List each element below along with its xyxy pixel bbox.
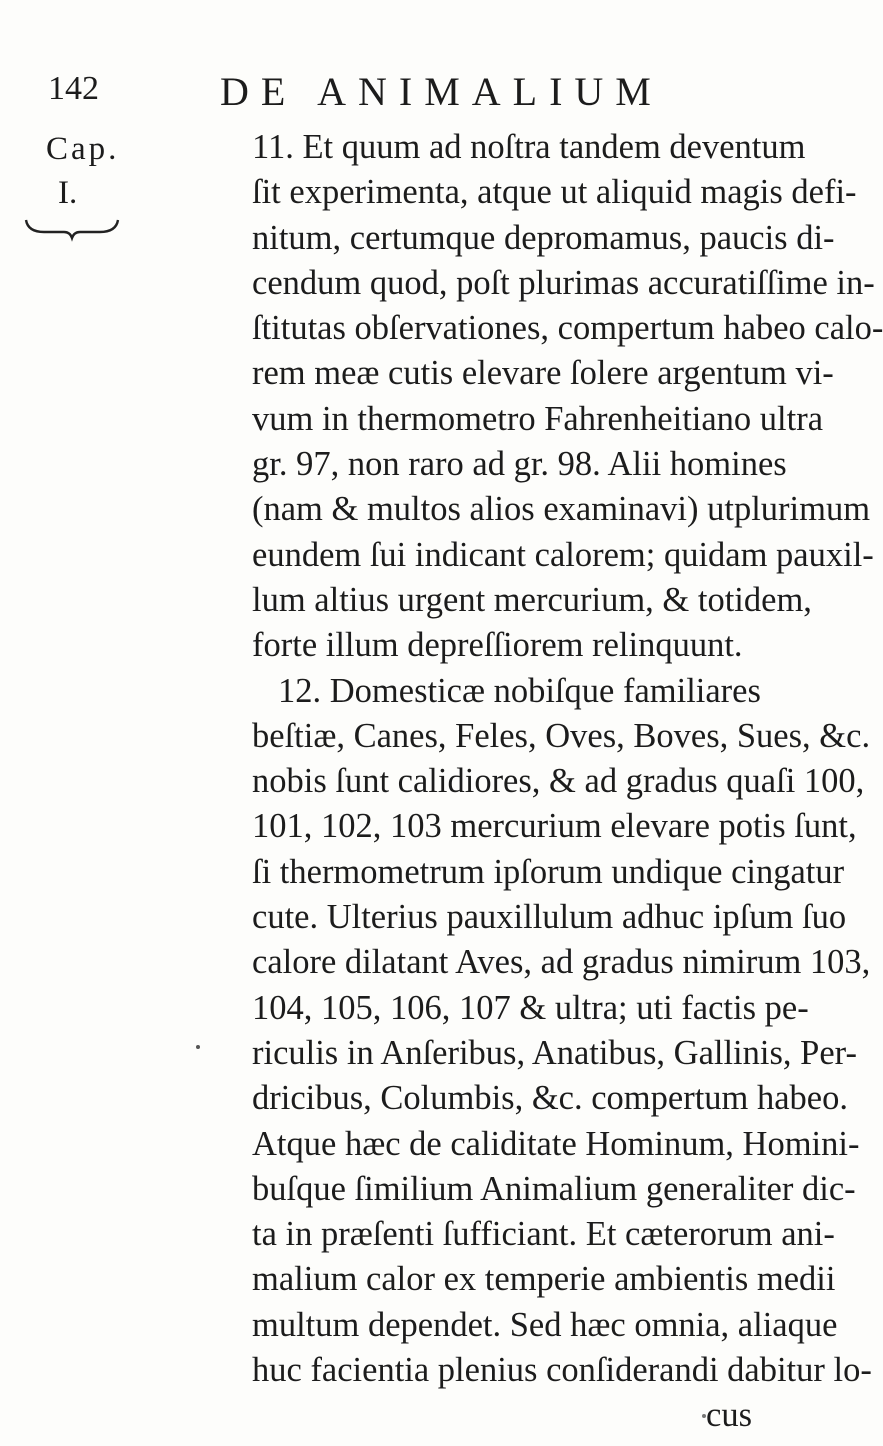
text-line-23: Atque hæc de caliditate Hominum, Homini- bbox=[252, 1124, 860, 1163]
page-number: 142 bbox=[48, 70, 99, 107]
body-text bbox=[252, 125, 883, 1439]
text-line-22: dricibus, Columbis, &c. compertum habeo. bbox=[252, 1079, 848, 1118]
text-line-3: nitum, certumque depromamus, paucis di- bbox=[252, 218, 835, 257]
margin-brace-icon bbox=[22, 214, 122, 240]
text-line-25: ta in præſenti ſufficiant. Et cæterorum ani- bbox=[252, 1215, 835, 1254]
text-line-1: 11. Et quum ad noſtra tandem deventum bbox=[252, 128, 806, 166]
text-line-26: malium calor ex temperie ambientis medii bbox=[252, 1260, 836, 1299]
text-line-5: ſtitutas obſervationes, compertum habeo calo- bbox=[252, 309, 883, 348]
text-line-18: cute. Ulterius pauxillulum adhuc ipſum ſuo bbox=[252, 898, 847, 937]
text-line-20: 104, 105, 106, 107 & ultra; uti factis pe- bbox=[252, 988, 809, 1027]
text-line-16: 101, 102, 103 mercurium elevare potis ſunt, bbox=[252, 807, 857, 846]
text-line-21: riculis in Anſeribus, Anatibus, Gallinis, Per- bbox=[252, 1033, 857, 1072]
text-line-9: (nam & multos alios examinavi) utplurimum bbox=[252, 490, 871, 529]
margin-chapter-number: I. bbox=[58, 175, 78, 211]
text-line-14: beſtiæ, Canes, Feles, Oves, Boves, Sues, &c. bbox=[252, 716, 871, 755]
text-line-27: multum dependet. Sed hæc omnia, aliaque bbox=[252, 1305, 838, 1344]
text-line-4: cendum quod, poſt plurimas accuratiſſime in- bbox=[252, 263, 875, 302]
text-line-2: ſit experimenta, atque ut aliquid magis defi- bbox=[252, 173, 857, 212]
ink-speck bbox=[702, 1414, 706, 1418]
text-line-24: buſque ſimilium Animalium generaliter dic- bbox=[252, 1169, 856, 1208]
text-line-8: gr. 97, non raro ad gr. 98. Alii homines bbox=[252, 445, 787, 484]
text-line-19: calore dilatant Aves, ad gradus nimirum 103, bbox=[252, 943, 871, 982]
text-line-10: eundem ſui indicant calorem; quidam pauxil- bbox=[252, 535, 874, 574]
text-line-12: forte illum depreſſiorem relinquunt. bbox=[252, 626, 743, 665]
text-line-15: nobis ſunt calidiores, & ad gradus quaſi 100, bbox=[252, 762, 865, 801]
text-line-6: rem meæ cutis elevare ſolere argentum vi- bbox=[252, 354, 834, 393]
text-line-7: vum in thermometro Fahrenheitiano ultra bbox=[252, 399, 824, 438]
margin-chapter-label: Cap. bbox=[46, 131, 120, 167]
catchword: cus bbox=[706, 1396, 752, 1435]
text-line-17: ſi thermometrum ipſorum undique cingatur bbox=[252, 852, 845, 891]
ink-speck bbox=[196, 1045, 200, 1049]
text-line-13: 12. Domesticæ nobiſque familiares bbox=[278, 671, 761, 710]
text-line-11: lum altius urgent mercurium, & totidem, bbox=[252, 580, 812, 619]
running-head: DE ANIMALIUM bbox=[220, 69, 663, 114]
text-line-28: huc facientia plenius conſiderandi dabitur lo- bbox=[252, 1351, 872, 1390]
